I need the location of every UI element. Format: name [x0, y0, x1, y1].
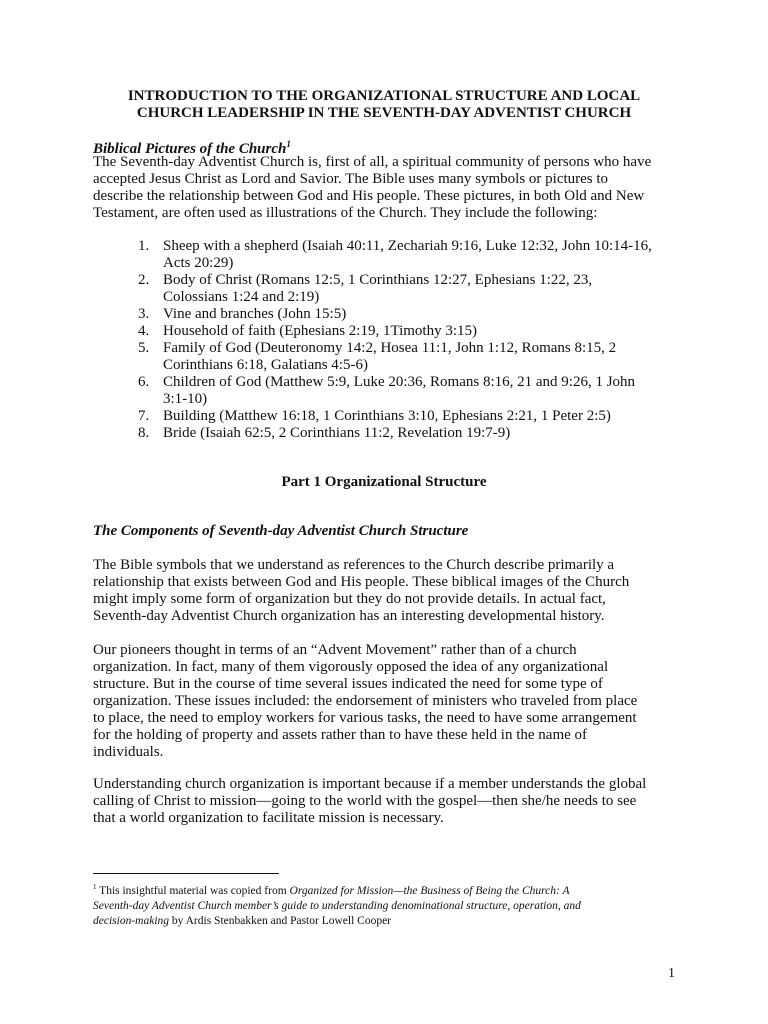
page-number: 1	[668, 966, 675, 981]
paragraph-line: The Bible symbols that we understand as references to the Church describe primarily a	[93, 557, 615, 573]
paragraph-line: accepted Jesus Christ as Lord and Savior. The Bible uses many symbols or pictures to	[93, 171, 609, 187]
list-item-line: Children of God (Matthew 5:9, Luke 20:36, Romans 8:16, 21 and 9:26, 1 John	[163, 374, 636, 390]
list-item-line: Household of faith (Ephesians 2:19, 1Timothy 3:15)	[163, 323, 478, 339]
footnote	[93, 880, 693, 929]
church-pictures-list	[0, 238, 768, 442]
footnote-divider	[93, 873, 279, 874]
body-paragraph	[93, 776, 693, 827]
list-item	[0, 425, 768, 442]
title-line: INTRODUCTION TO THE ORGANIZATIONAL STRUCTURE AND LOCAL	[127, 88, 641, 104]
footnote-text: by Ardis Stenbakken and Pastor Lowell Cooper	[169, 914, 391, 927]
document-title	[90, 88, 678, 122]
list-item-number: 1.	[138, 238, 150, 254]
paragraph-line: relationship that exists between God and His people. These biblical images of the Church	[93, 574, 630, 590]
paragraph-line: to place, the need to employ workers for various tasks, the need to have some arrangement	[93, 710, 637, 726]
footnote-book-title: Organized for Mission—the Business of Being the Church: A	[289, 884, 570, 897]
footnote-line	[93, 914, 693, 929]
paragraph-line: organization. These issues included: the endorsement of ministers who traveled from place	[93, 693, 638, 709]
list-item-line: 3:1-10)	[163, 391, 208, 407]
footnote-text: This insightful material was copied from	[96, 884, 290, 897]
list-item-number: 3.	[138, 306, 150, 322]
paragraph-line: might imply some form of organization but they do not provide details. In actual fact,	[93, 591, 606, 607]
body-paragraph	[93, 642, 693, 761]
paragraph-line: calling of Christ to mission—going to the world with the gospel—then she/he needs to see	[93, 793, 637, 809]
list-item-line: Family of God (Deuteronomy 14:2, Hosea 11:1, John 1:12, Romans 8:15, 2	[163, 340, 617, 356]
list-item-number: 6.	[138, 374, 150, 390]
list-item	[0, 306, 768, 323]
paragraph-line: Testament, are often used as illustrations of the Church. They include the following:	[93, 205, 598, 221]
list-item-number: 4.	[138, 323, 150, 339]
paragraph-line: Our pioneers thought in terms of an “Advent Movement” rather than of a church	[93, 642, 577, 658]
paragraph-line: structure. But in the course of time several issues indicated the need for some type of	[93, 676, 603, 692]
paragraph-line: that a world organization to facilitate mission is necessary.	[93, 810, 444, 826]
paragraph-line: describe the relationship between God and His people. These pictures, in both Old and New	[93, 188, 645, 204]
footnote-line	[93, 880, 693, 899]
list-item	[0, 408, 768, 425]
list-item-line: Sheep with a shepherd (Isaiah 40:11, Zechariah 9:16, Luke 12:32, John 10:14-16,	[163, 238, 652, 254]
paragraph-line: for the holding of property and assets rather than to have these held in the name of	[93, 727, 588, 743]
title-line: CHURCH LEADERSHIP IN THE SEVENTH-DAY ADVENTIST CHURCH	[136, 105, 632, 121]
list-item	[0, 272, 768, 306]
list-item-line: Body of Christ (Romans 12:5, 1 Corinthians 12:27, Ephesians 1:22, 23,	[163, 272, 593, 288]
list-item-line: Vine and branches (John 15:5)	[163, 306, 347, 322]
list-item-number: 7.	[138, 408, 150, 424]
paragraph-line: Seventh-day Adventist Church organization has an interesting developmental history.	[93, 608, 605, 624]
list-item	[0, 340, 768, 374]
list-item-line: Bride (Isaiah 62:5, 2 Corinthians 11:2, Revelation 19:7-9)	[163, 425, 511, 441]
list-item	[0, 323, 768, 340]
list-item-number: 8.	[138, 425, 150, 441]
list-item-number: 5.	[138, 340, 150, 356]
footnote-reference: 1	[286, 139, 291, 149]
list-item-number: 2.	[138, 272, 150, 288]
section-heading-components: The Components of Seventh-day Adventist Church Structure	[93, 523, 469, 539]
intro-paragraph	[93, 154, 693, 222]
list-item-line: Building (Matthew 16:18, 1 Corinthians 3:10, Ephesians 2:21, 1 Peter 2:5)	[163, 408, 611, 424]
footnote-book-title: Seventh-day Adventist Church member’s guide to understanding denominational structure, operation, and	[93, 899, 581, 912]
paragraph-line: Understanding church organization is important because if a member understands the global	[93, 776, 647, 792]
list-item	[0, 238, 768, 272]
list-item	[0, 374, 768, 408]
part-heading: Part 1 Organizational Structure	[281, 474, 487, 490]
body-paragraph	[93, 557, 693, 625]
paragraph-line: The Seventh-day Adventist Church is, first of all, a spiritual community of persons who have	[93, 154, 652, 170]
list-item-line: Colossians 1:24 and 2:19)	[163, 289, 320, 305]
footnote-book-title: decision-making	[93, 914, 170, 927]
footnote-line	[93, 899, 693, 914]
list-item-line: Corinthians 6:18, Galatians 4:5-6)	[163, 357, 368, 373]
list-item-line: Acts 20:29)	[163, 255, 234, 271]
paragraph-line: individuals.	[93, 744, 164, 760]
section-heading-text: Biblical Pictures of the Church	[93, 141, 287, 157]
paragraph-line: organization. In fact, many of them vigorously opposed the idea of any organizational	[93, 659, 609, 675]
footnote-marker: 1	[93, 883, 97, 891]
